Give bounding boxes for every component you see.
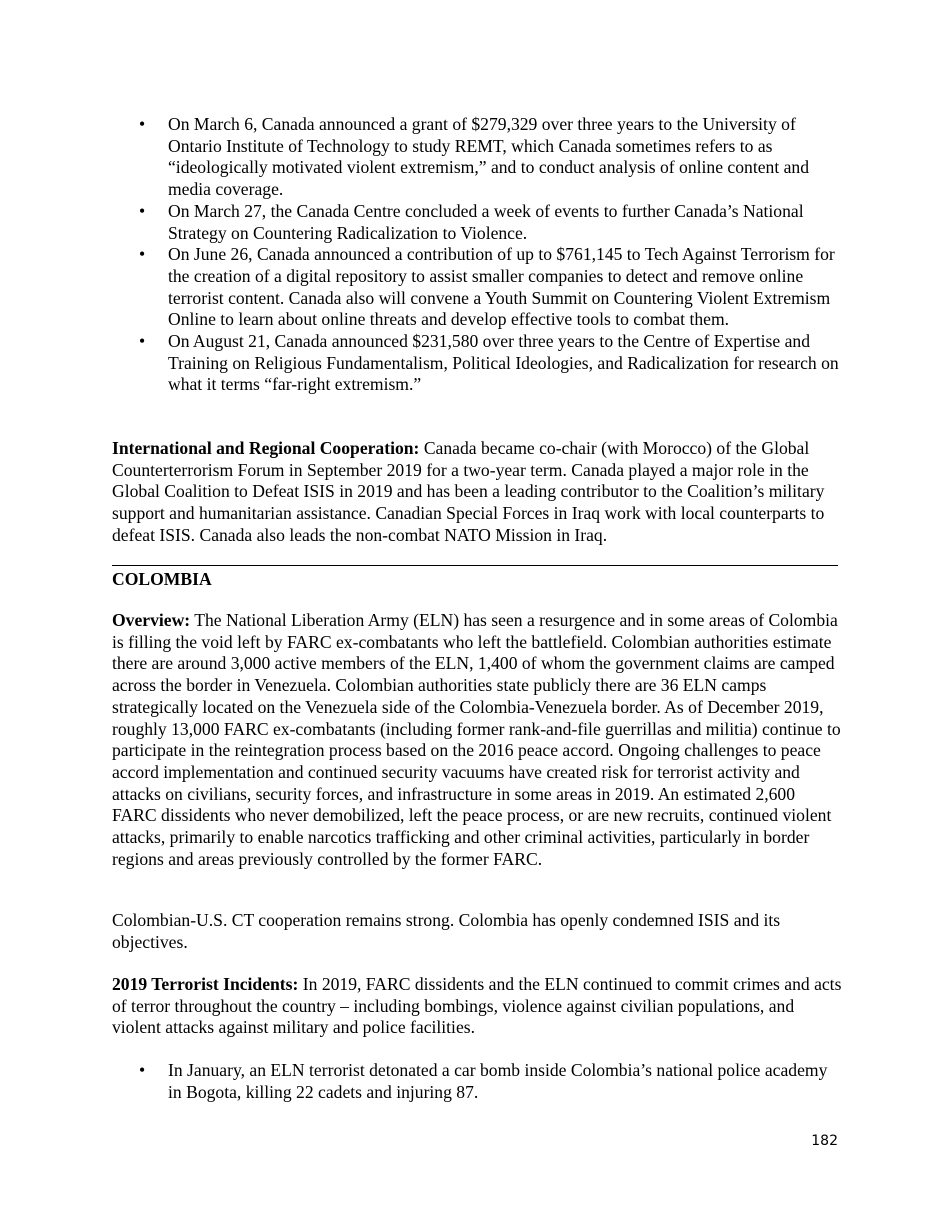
cooperation-paragraph: Colombian-U.S. CT cooperation remains strong. Colombia has openly condemned ISIS and its objectives.: [112, 910, 781, 952]
list-item: • On August 21, Canada announced $231,580 over three years to the Centre of Expertise and Training on Religious Fundamentalism, Political Ideologies, and Radicalization for research on what it terms “far-right extremism.”: [112, 331, 842, 396]
incidents-paragraph: [112, 974, 842, 1039]
list-item: • On March 27, the Canada Centre concluded a week of events to further Canada’s National Strategy on Countering Radicalization to Violence.: [112, 201, 842, 244]
overview-paragraph: [112, 610, 842, 870]
list-item: • On June 26, Canada announced a contribution of up to $761,145 to Tech Against Terrorism for the creation of a digital repository to assist smaller companies to detect and remove online terrorist content. Canada also will convene a Youth Summit on Countering Violent Extremism Online to learn about online threats and develop effective tools to combat them.: [112, 244, 842, 331]
section-heading: COLOMBIA: [112, 569, 212, 589]
incidents-text: In 2019, FARC dissidents and the ELN continued to commit crimes and acts of terror throughout the country – including bombings, violence against civilian populations, and violent attacks against military and police facilities.: [112, 974, 842, 1038]
section-divider: [112, 565, 838, 566]
list-item: • In January, an ELN terrorist detonated a car bomb inside Colombia’s national police academy in Bogota, killing 22 cadets and injuring 87.: [112, 1060, 842, 1103]
intl-cooperation-label: International and Regional Cooperation:: [112, 438, 420, 458]
page-number: 182: [811, 1133, 838, 1149]
overview-label: Overview:: [112, 610, 191, 630]
list-item: • On March 6, Canada announced a grant of $279,329 over three years to the University of Ontario Institute of Technology to study REMT, which Canada sometimes refers to as “ideologically motivated violent extremism,” and to conduct analysis of online content and media coverage.: [112, 114, 842, 201]
incidents-label: 2019 Terrorist Incidents:: [112, 974, 299, 994]
overview-text: The National Liberation Army (ELN) has seen a resurgence and in some areas of Colombia is filling the void left by FARC ex-combatants who left the battlefield. Colombian authorities estimate there are around 3,000 active members of the ELN, 1,400 of whom the government claims are camped across the border in Venezuela. Colombian authorities state publicly there are 36 ELN camps strategically located on the Venezuela side of the Colombia-Venezuela border. As of December 2019, roughly 13,000 FARC ex-combatants (including former rank-and-file guerrillas and militia) continue to participate in the reintegration process based on the 2016 peace accord. Ongoing challenges to peace accord implementation and continued security vacuums have created risk for terrorist activity and attacks on civilians, security forces, and infrastructure in some areas in 2019. An estimated 2,600 FARC dissidents who never demobilized, left the peace process, or are new recruits, continued violent attacks, primarily to enable narcotics trafficking and other criminal activities, particularly in border regions and areas previously controlled by the former FARC.: [112, 610, 841, 869]
incidents-list: [112, 1060, 842, 1103]
canada-programs-list: [112, 114, 842, 396]
intl-cooperation-paragraph: [112, 438, 842, 547]
intl-cooperation-text: Canada became co-chair (with Morocco) of the Global Counterterrorism Forum in September 2019 for a two-year term. Canada played a major role in the Global Coalition to Defeat ISIS in 2019 and has been a leading contributor to the Coalition’s military support and humanitarian assistance. Canadian Special Forces in Iraq work with local counterparts to defeat ISIS. Canada also leads the non-combat NATO Mission in Iraq.: [112, 438, 825, 545]
